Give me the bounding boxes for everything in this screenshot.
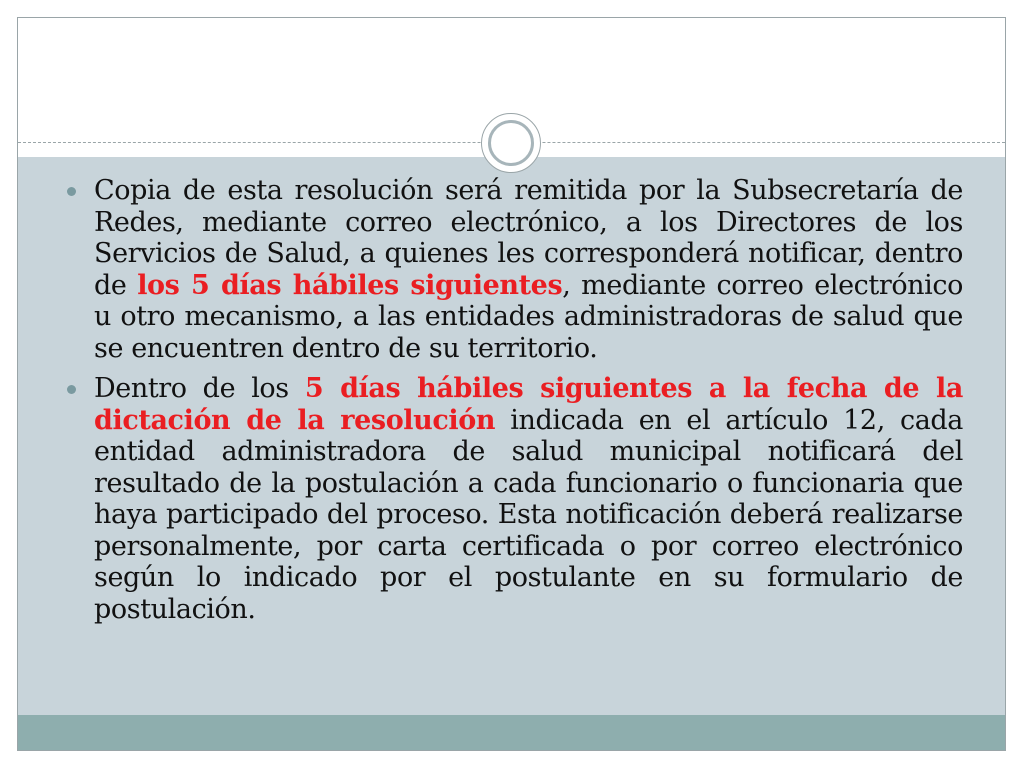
bullet-text: , mediante correo electrónico u otro mecanismo, a las entidades administradoras de salud que se encuentren dentro de su territorio.	[94, 269, 963, 364]
bullet-dot-icon	[67, 385, 76, 394]
bullet-text: Copia de esta resolución será remitida por la Subsecretaría de Redes, mediante correo electrónico, a los Directores de los Servicios de Salud, a quienes les corresponderá notificar, dentro de	[94, 175, 963, 301]
circle-ornament	[481, 113, 541, 173]
bullet-text: Dentro de los	[94, 373, 305, 404]
bullet-item	[65, 175, 963, 364]
footer-bar	[18, 715, 1005, 750]
bullet-text: indicada en el artículo 12, cada entidad administradora de salud municipal notificará del resultado de la postulación a cada funcionario o funcionaria que haya participado del proceso. Esta notificación deberá realizarse personalmente, por carta certificada o por correo electrónico según lo indicado por el postulante en su formulario de postulación.	[94, 404, 964, 625]
slide	[17, 17, 1006, 751]
bullet-item	[65, 373, 963, 625]
circle-ornament-ring	[488, 120, 534, 166]
bullet-dot-icon	[67, 187, 76, 196]
bullet-list	[65, 175, 963, 634]
highlight-text: los 5 días hábiles siguientes	[137, 269, 563, 301]
highlight-text: 5 días hábiles siguientes a la fecha de la dictación de la resolución	[94, 373, 963, 436]
